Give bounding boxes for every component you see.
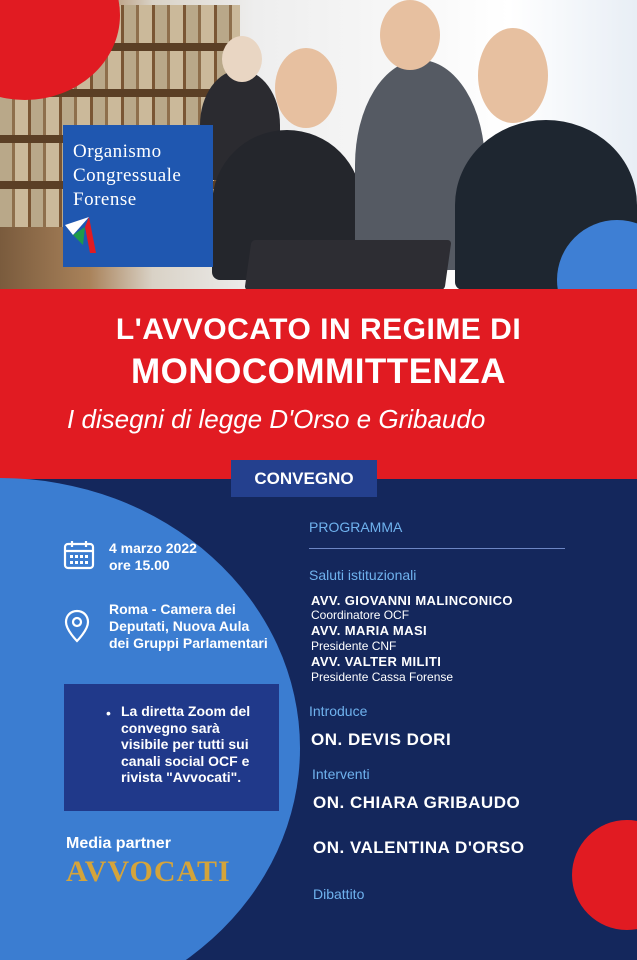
event-location-line: Roma - Camera dei — [109, 601, 236, 617]
zoom-note-line: visibile per tutti sui — [121, 736, 249, 752]
convegno-badge: CONVEGNO — [231, 460, 377, 497]
logo-line: Forense — [73, 189, 137, 210]
dibattito-heading: Dibattito — [313, 886, 365, 902]
media-partner-label: Media partner — [66, 835, 171, 852]
introducer-name: ON. DEVIS DORI — [311, 730, 452, 749]
zoom-note-line: rivista "Avvocati". — [121, 769, 242, 785]
avvocati-logo: AVVOCATI — [66, 855, 231, 888]
speaker-role: Presidente Cassa Forense — [311, 670, 454, 684]
zoom-note-line: canali social OCF e — [121, 752, 250, 769]
logo-line: Organismo — [73, 141, 162, 162]
introduce-heading: Introduce — [309, 703, 368, 719]
speaker-role: Presidente CNF — [311, 639, 397, 653]
speaker-name: ON. VALENTINA D'ORSO — [313, 838, 525, 857]
zoom-note-line: La diretta Zoom del — [121, 703, 251, 719]
logo-line: Congressuale — [73, 165, 182, 186]
speaker-name: AVV. MARIA MASI — [311, 623, 428, 638]
program-heading: PROGRAMMA — [309, 519, 403, 535]
event-title-line2: MONOCOMMITTENZA — [131, 352, 506, 391]
interventi-heading: Interventi — [312, 766, 370, 782]
divider — [309, 548, 565, 549]
speaker-name: AVV. GIOVANNI MALINCONICO — [311, 593, 513, 608]
ocf-logo — [63, 125, 213, 267]
speaker-name: AVV. VALTER MILITI — [311, 654, 442, 669]
event-time: ore 15.00 — [109, 557, 170, 573]
event-location-line: Deputati, Nuova Aula — [109, 618, 250, 634]
speaker-name: ON. CHIARA GRIBAUDO — [313, 793, 521, 812]
event-date: 4 marzo 2022 — [109, 540, 197, 556]
speaker-role: Coordinatore OCF — [311, 608, 410, 622]
zoom-note — [121, 703, 271, 786]
zoom-note-line: convegno sarà — [121, 719, 220, 736]
bullet: • — [106, 705, 111, 721]
logo-mark-icon — [63, 215, 103, 257]
decorative-corner — [572, 820, 637, 930]
calendar-icon — [63, 539, 95, 571]
saluti-heading: Saluti istituzionali — [309, 567, 417, 583]
event-subtitle: I disegni di legge D'Orso e Gribaudo — [67, 404, 486, 434]
event-location-line: dei Gruppi Parlamentari — [109, 635, 268, 651]
event-title-line1: L'AVVOCATO IN REGIME DI — [115, 313, 522, 346]
location-pin-icon — [64, 609, 90, 643]
